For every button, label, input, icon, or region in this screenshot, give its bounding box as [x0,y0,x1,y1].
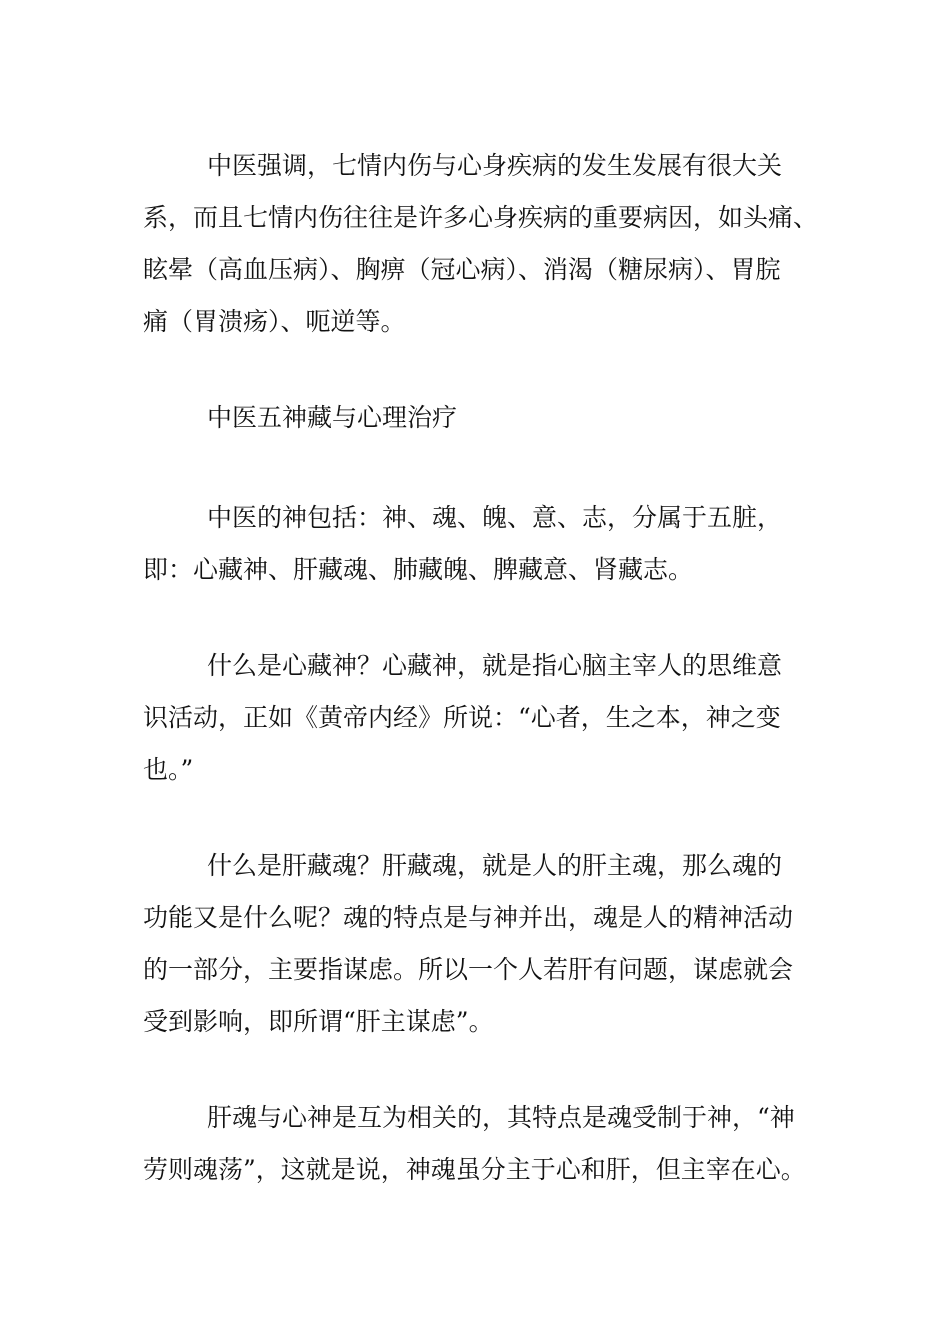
paragraph-3-line-3: 也。” [143,755,194,784]
paragraph-1-line-2: 系，而且七情内伤往往是许多心身疾病的重要病因，如头痛、 [143,203,819,232]
paragraph-3-line-2: 识活动，正如《黄帝内经》所说：“心者，生之本，神之变 [143,703,781,732]
paragraph-1-line-3: 眩晕（高血压病）、胸痹（冠心病）、消渴（糖尿病）、胃脘 [143,255,781,284]
paragraph-4-line-3: 的一部分，主要指谋虑。所以一个人若肝有问题，谋虑就会 [143,955,794,984]
paragraph-4-line-2: 功能又是什么呢？魂的特点是与神并出，魂是人的精神活动 [143,903,794,932]
paragraph-5-line-1: 肝魂与心神是互为相关的，其特点是魂受制于神，“神 [207,1103,795,1132]
paragraph-1-line-1: 中医强调，七情内伤与心身疾病的发生发展有很大关 [207,151,783,180]
section-heading: 中医五神藏与心理治疗 [207,403,458,432]
paragraph-5-line-2: 劳则魂荡”，这就是说，神魂虽分主于心和肝，但主宰在心。 [143,1155,806,1184]
paragraph-4-line-1: 什么是肝藏魂？肝藏魂，就是人的肝主魂，那么魂的 [207,851,783,880]
paragraph-4-line-4: 受到影响，即所谓“肝主谋虑”。 [143,1007,494,1036]
paragraph-2-line-1: 中医的神包括：神、魂、魄、意、志，分属于五脏， [207,503,783,532]
paragraph-1-line-4: 痛（胃溃疡）、呃逆等。 [143,307,406,336]
paragraph-3-line-1: 什么是心藏神？心藏神，就是指心脑主宰人的思维意 [207,651,783,680]
paragraph-2-line-2: 即：心藏神、肝藏魂、肺藏魄、脾藏意、肾藏志。 [143,555,694,584]
